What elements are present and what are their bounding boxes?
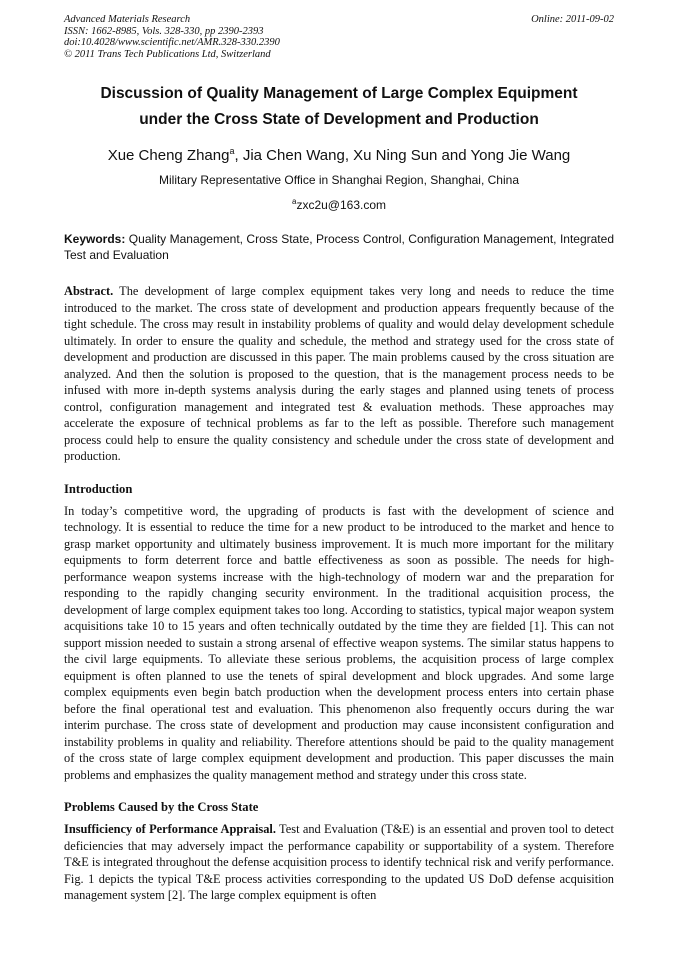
journal-copyright: © 2011 Trans Tech Publications Ltd, Switzerland [64, 48, 271, 60]
problems-paragraph [64, 821, 614, 904]
email-address[interactable]: zxc2u@163.com [296, 198, 386, 212]
keywords-text: Quality Management, Cross State, Process Control, Configuration Management, Integrated Test and Evaluation [64, 232, 614, 262]
abstract [64, 283, 614, 465]
author-1-affil-mark: a [229, 146, 235, 156]
paper-title [64, 81, 614, 133]
section-heading-problems: Problems Caused by the Cross State [64, 800, 259, 814]
introduction-paragraph: In today’s competitive word, the upgrading of products is fast with the development of science and technology. It is essential to reduce the time for a new product to be introduced to the market and hence to grasp market opportunity and ultimately business improvement. It is much more important for the military equipments to form deterrent force and battle effectiveness as soon as possible. The needs for high-performance weapon systems increase with the high-technology of modern war and the preparation for responding to the rapidly changing security environment. In the traditional acquisition process, the development of large complex equipment takes too long. According to statistics, typical major weapon system acquisitions take 10 to 15 years and often technically outdated by the time they are fielded [1]. This can not support mission needed to sustain a strong arsenal of effective weapon systems. The similar status happens to the civil large equipments. To alleviate these serious problems, the acquisition process of large complex equipment is often planned to use the tenets of spiral development and block upgrades. And some large complex equipments even begin batch production when the development process enters into certain phase before the final operational test and evaluation. This phenomenon also frequently occurs during the war interim purchase. The cross state of development and production may cause inconsistent configuration and instability problems in quality and reliability. Therefore attentions should be paid to the quality management of the cross state of large complex equipment development and production. This paper discusses the main problems and emphasizes the quality management method and strategy under this cross state. [64, 503, 614, 782]
author-separator: , [344, 147, 354, 164]
title-line-2: under the Cross State of Development and Production [139, 111, 539, 128]
author-separator: , [234, 147, 243, 164]
journal-header [64, 14, 614, 60]
author-1: Xue Cheng Zhang [107, 147, 230, 164]
journal-name: Advanced Materials Research [64, 14, 191, 25]
problems-paragraph-text: Test and Evaluation (T&E) is an essential and proven tool to detect deficiencies that may adversely impact the performance capability or supportability of a system. Therefore T&E is integrated throughout the defense acquisition process to identify technical risk and verify performance. Fig. 1 depicts the typical T&E process activities corresponding to the updated US DoD defense acquisition management system [2]. The large complex equipment is often [64, 822, 614, 902]
author-list [64, 141, 614, 166]
online-date: Online: 2011-09-02 [531, 14, 614, 25]
title-line-1: Discussion of Quality Management of Large Complex Equipment [100, 85, 578, 102]
section-heading-introduction: Introduction [64, 481, 133, 496]
keywords [64, 231, 614, 263]
journal-meta [64, 14, 280, 60]
journal-issn: ISSN: 1662-8985, Vols. 328-330, pp 2390-2393 [64, 25, 264, 37]
affiliation: Military Representative Office in Shanghai Region, Shanghai, China [159, 173, 519, 187]
author-2: Jia Chen Wang [242, 147, 345, 164]
author-email [64, 194, 614, 213]
abstract-label: Abstract. [64, 284, 114, 298]
abstract-text: The development of large complex equipment takes very long and needs to reduce the time introduced to the market. The cross state of development and production appears frequently because of the tight schedule. The cross may result in instability problems of quality and would delay development schedule ultimately. In order to ensure the quality and schedule, the method and strategy used for the cross state of development and production are discussed in this paper. The main problems caused by the cross situation are analyzed. And then the solution is proposed to the question, that is the management process needs to be infused with more in-depth systems analysis during the early stages and planned using tenets of process control, configuration management and integrated test & evaluation methods. These approaches may accelerate the exposure of technical problems as far to the left as possible. Therefore such management process could help to ensure the quality consistency and schedule under the cross state of development and production. [64, 284, 614, 463]
paragraph-lead-title: Insufficiency of Performance Appraisal. [64, 822, 276, 836]
email-affil-mark: a [291, 197, 297, 206]
journal-doi[interactable]: doi:10.4028/www.scientific.net/AMR.328-330.2390 [64, 37, 280, 48]
author-3-4: Xu Ning Sun and Yong Jie Wang [353, 147, 571, 164]
keywords-label: Keywords: [64, 232, 126, 246]
